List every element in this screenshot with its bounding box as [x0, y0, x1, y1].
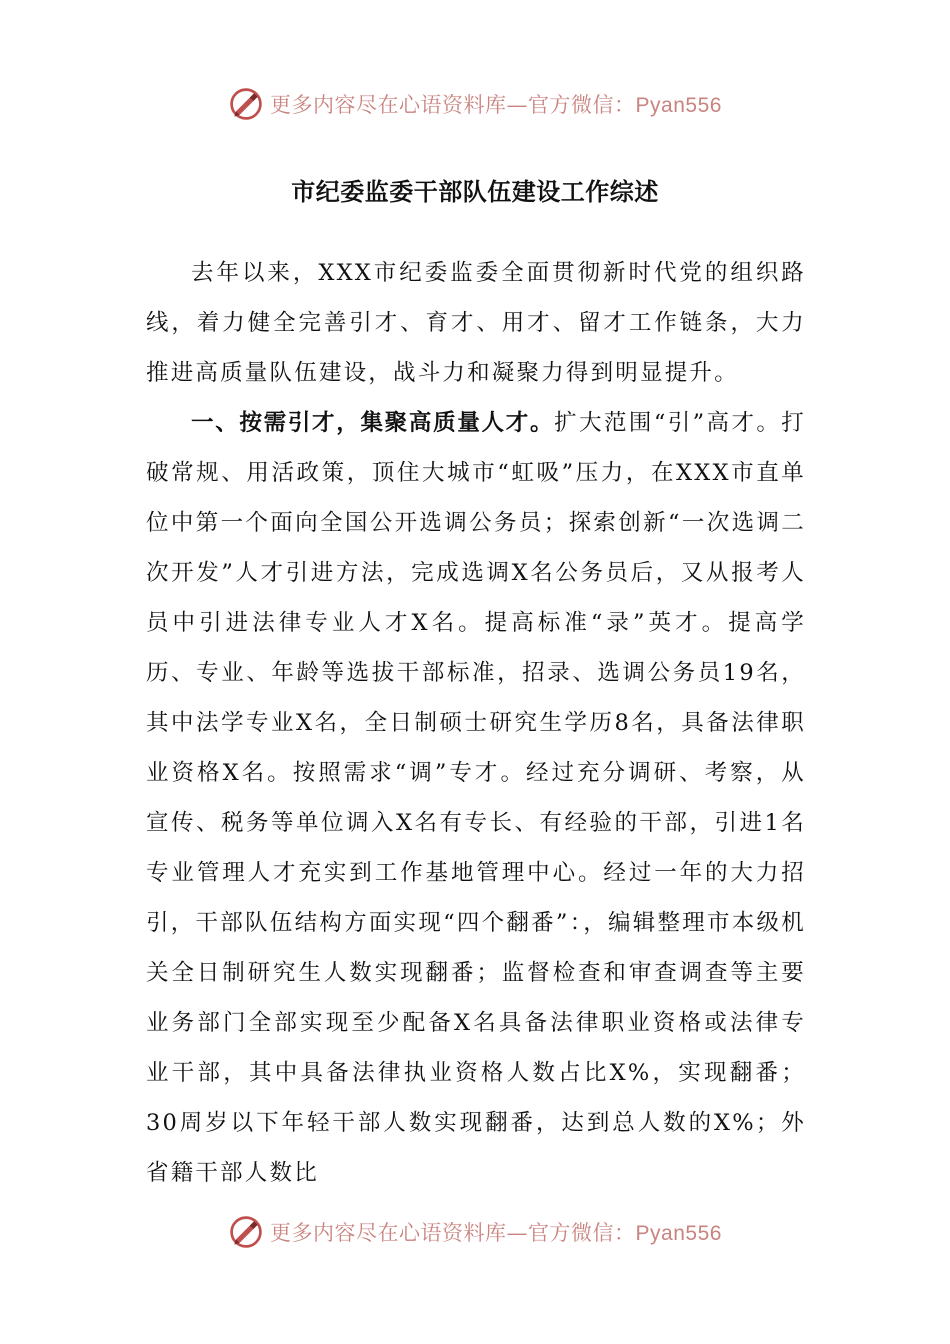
section-body: 扩大范围“引”高才。打破常规、用活政策，顶住大城市“虹吸”压力，在XXX市直单位中第一个面向全国公开选调公务员；探索创新“一次选调二次开发”人才引进方法，完成选调X名公务员后，又从报考人员中引进法律专业人才X名。提高标准“录”英才。提高学历、专业、年龄等选拔干部标准，招录、选调公务员19名，其中法学专业X名，全日制硕士研究生学历8名，具备法律职业资格X名。按照需求“调”专才。经过充分调研、考察，从宣传、税务等单位调入X名有专长、有经验的干部，引进1名专业管理人才充实到工作基地管理中心。经过一年的大力招引，干部队伍结构方面实现“四个翻番”：，编辑整理市本级机关全日制研究生人数实现翻番；监督检查和审查调查等主要业务部门全部实现至少配备X名具备法律职业资格或法律专业干部，其中具备法律执业资格人数占比X%，实现翻番；30周岁以下年轻干部人数实现翻番，达到总人数的X%；外省籍干部人数比	[146, 410, 806, 1186]
paragraph-intro: 去年以来，XXX市纪委监委全面贯彻新时代党的组织路线，着力健全完善引才、育才、用才、留才工作链条，大力推进高质量队伍建设，战斗力和凝聚力得到明显提升。	[146, 260, 806, 386]
pen-logo-icon	[228, 1214, 264, 1250]
watermark-banner-bottom	[0, 1210, 950, 1254]
document-body	[146, 248, 806, 1198]
pen-logo-icon	[228, 86, 264, 122]
paragraph-section-1	[146, 398, 806, 1198]
watermark-text-bottom: 更多内容尽在心语资料库—官方微信：Pyan556	[270, 1221, 722, 1245]
watermark-text-top: 更多内容尽在心语资料库—官方微信：Pyan556	[270, 93, 722, 117]
document-title: 市纪委监委干部队伍建设工作综述	[291, 178, 659, 206]
section-heading: 一、按需引才，集聚高质量人才。	[191, 410, 555, 436]
watermark-banner-top	[0, 82, 950, 126]
